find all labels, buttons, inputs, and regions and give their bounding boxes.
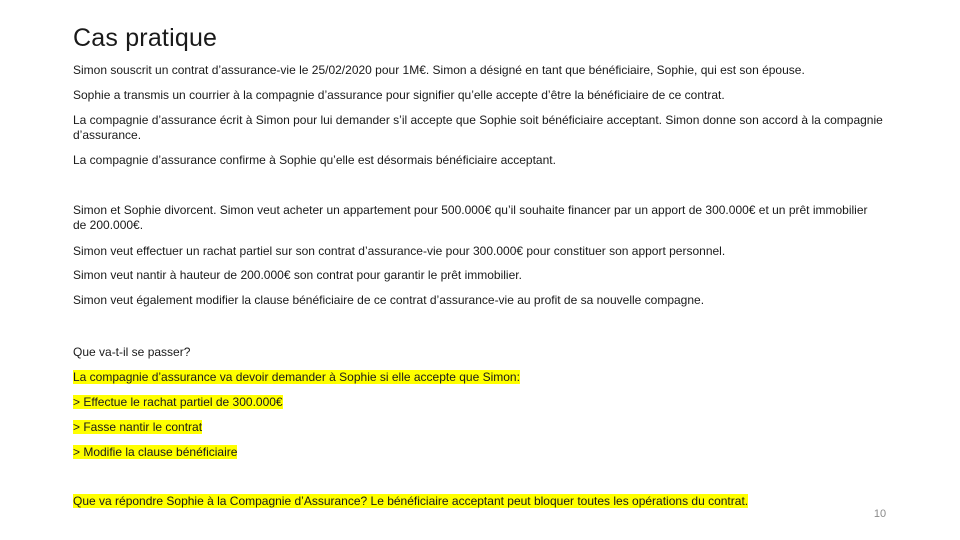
- paragraph-text: Simon veut également modifier la clause bénéficiaire de ce contrat d’assurance-vie au profit de sa nouvelle compagne.: [73, 293, 705, 307]
- paragraph-sophie-letter: [73, 88, 883, 103]
- page-number: 10: [873, 508, 887, 520]
- answer-insurer-must-ask: [73, 370, 883, 385]
- paragraph-text: Simon veut nantir à hauteur de 200.000€ son contrat pour garantir le prêt immobilier.: [73, 268, 522, 282]
- question-what-happens: [73, 345, 883, 360]
- paragraph-insurer-confirms: [73, 153, 883, 168]
- highlighted-text: Que va répondre Sophie à la Compagnie d’Assurance? Le bénéficiaire acceptant peut bloquer toutes les opérations du contrat.: [73, 494, 749, 508]
- answer-sophie-response: [73, 494, 883, 509]
- answer-item-redemption: [73, 395, 883, 410]
- answer-item-beneficiary: [73, 445, 883, 460]
- paragraph-text: La compagnie d’assurance confirme à Sophie qu’elle est désormais bénéficiaire acceptant.: [73, 153, 556, 167]
- paragraph-pledge: [73, 268, 883, 283]
- paragraph-divorce: [73, 203, 883, 233]
- paragraph-partial-redemption: [73, 244, 883, 259]
- paragraph-text: Simon souscrit un contrat d’assurance-vie le 25/02/2020 pour 1M€. Simon a désigné en tant que bénéficiaire, Sophie, qui est son épouse.: [73, 63, 805, 77]
- highlighted-text: La compagnie d’assurance va devoir demander à Sophie si elle accepte que Simon:: [73, 370, 520, 384]
- paragraph-text: La compagnie d’assurance écrit à Simon pour lui demander s’il accepte que Sophie soit bénéficiaire acceptant. Simon donne son accord à la compagnie d’assurance.: [73, 113, 883, 142]
- slide-title: Cas pratique: [73, 24, 218, 52]
- paragraph-insurer-asks-simon: [73, 113, 883, 143]
- highlighted-text: > Effectue le rachat partiel de 300.000€: [73, 395, 283, 409]
- highlighted-text: > Modifie la clause bénéficiaire: [73, 445, 238, 459]
- highlighted-text: > Fasse nantir le contrat: [73, 420, 203, 434]
- paragraph-text: Sophie a transmis un courrier à la compagnie d’assurance pour signifier qu’elle accepte d’être la bénéficiaire de ce contrat.: [73, 88, 725, 102]
- question-text: Que va-t-il se passer?: [73, 345, 191, 359]
- paragraph-subscription: [73, 63, 883, 78]
- answer-item-pledge: [73, 420, 883, 435]
- paragraph-text: Simon et Sophie divorcent. Simon veut acheter un appartement pour 500.000€ qu’il souhaite financer par un apport de 300.000€ et un prêt immobilier de 200.000€.: [73, 203, 868, 232]
- paragraph-text: Simon veut effectuer un rachat partiel sur son contrat d’assurance-vie pour 300.000€ pour constituer son apport personnel.: [73, 244, 726, 258]
- paragraph-beneficiary-change: [73, 293, 883, 308]
